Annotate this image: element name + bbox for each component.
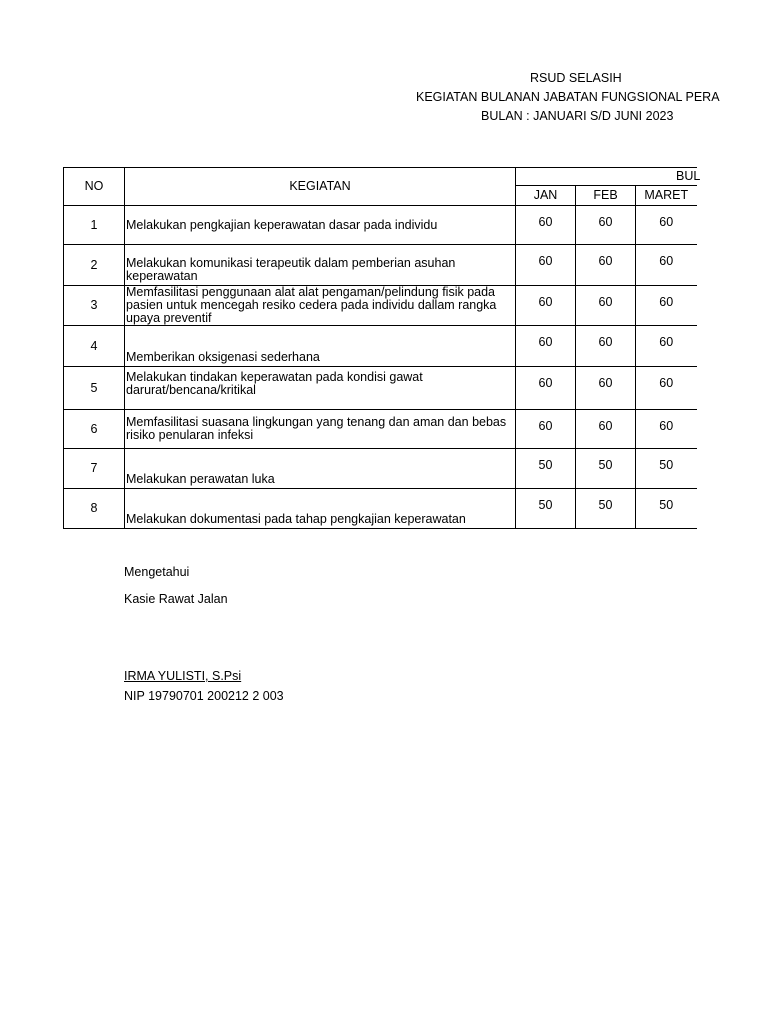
activity-table [63,167,701,529]
row-value: 60 [576,286,636,326]
table-row [64,326,697,367]
row-activity: Memfasilitasi penggunaan alat alat pengaman/pelindung fisik pada pasien untuk mencegah resiko cedera pada individu dallam rangka upaya preventif [125,286,516,326]
row-value: 60 [636,367,697,410]
row-value: 60 [516,206,576,245]
row-value: 50 [636,449,697,489]
row-activity: Melakukan dokumentasi pada tahap pengkajian keperawatan [125,489,516,529]
row-number: 6 [64,410,125,449]
header-month: MARET [636,186,697,206]
header-activity: KEGIATAN [125,168,516,206]
table-row [64,410,697,449]
table-row [64,206,697,245]
row-value: 60 [636,245,697,286]
row-number: 7 [64,449,125,489]
row-activity: Melakukan perawatan luka [125,449,516,489]
document-title: KEGIATAN BULANAN JABATAN FUNGSIONAL PERA [416,90,720,104]
row-value: 60 [636,326,697,367]
row-value: 60 [516,286,576,326]
row-value: 60 [516,326,576,367]
acknowledged-label: Mengetahui [124,565,190,579]
row-number: 2 [64,245,125,286]
row-activity: Memfasilitasi suasana lingkungan yang tenang dan aman dan bebas risiko penularan infeksi [125,410,516,449]
table-row [64,449,697,489]
signatory-nip: NIP 19790701 200212 2 003 [124,689,284,703]
table-row [64,367,697,410]
row-value: 60 [516,245,576,286]
row-activity: Melakukan pengkajian keperawatan dasar pada individu [125,206,516,245]
table-row [64,286,697,326]
row-number: 1 [64,206,125,245]
row-activity: Melakukan tindakan keperawatan pada kondisi gawat darurat/bencana/kritikal [125,367,516,410]
row-value: 60 [636,410,697,449]
header-month: JAN [516,186,576,206]
row-value: 50 [516,489,576,529]
row-activity: Melakukan komunikasi terapeutik dalam pemberian asuhan keperawatan [125,245,516,286]
header-month: FEB [576,186,636,206]
row-value: 60 [576,245,636,286]
row-value: 60 [576,326,636,367]
row-activity: Memberikan oksigenasi sederhana [125,326,516,367]
signatory-position: Kasie Rawat Jalan [124,592,228,606]
row-value: 60 [636,206,697,245]
header-no: NO [64,168,125,206]
row-number: 3 [64,286,125,326]
row-number: 4 [64,326,125,367]
period-label: BULAN : JANUARI S/D JUNI 2023 [481,109,674,123]
row-value: 50 [576,449,636,489]
row-value: 60 [576,367,636,410]
row-value: 60 [516,410,576,449]
row-value: 60 [516,367,576,410]
table-row [64,245,697,286]
row-value: 50 [576,489,636,529]
row-value: 50 [636,489,697,529]
row-value: 60 [636,286,697,326]
row-value: 50 [516,449,576,489]
row-number: 5 [64,367,125,410]
header-month-group [516,168,701,186]
row-value: 60 [576,206,636,245]
header-month-group-label: BUL [676,169,701,183]
row-number: 8 [64,489,125,529]
hospital-name: RSUD SELASIH [530,71,622,85]
signatory-name: IRMA YULISTI, S.Psi [124,669,242,683]
row-value: 60 [576,410,636,449]
table-row [64,489,697,529]
